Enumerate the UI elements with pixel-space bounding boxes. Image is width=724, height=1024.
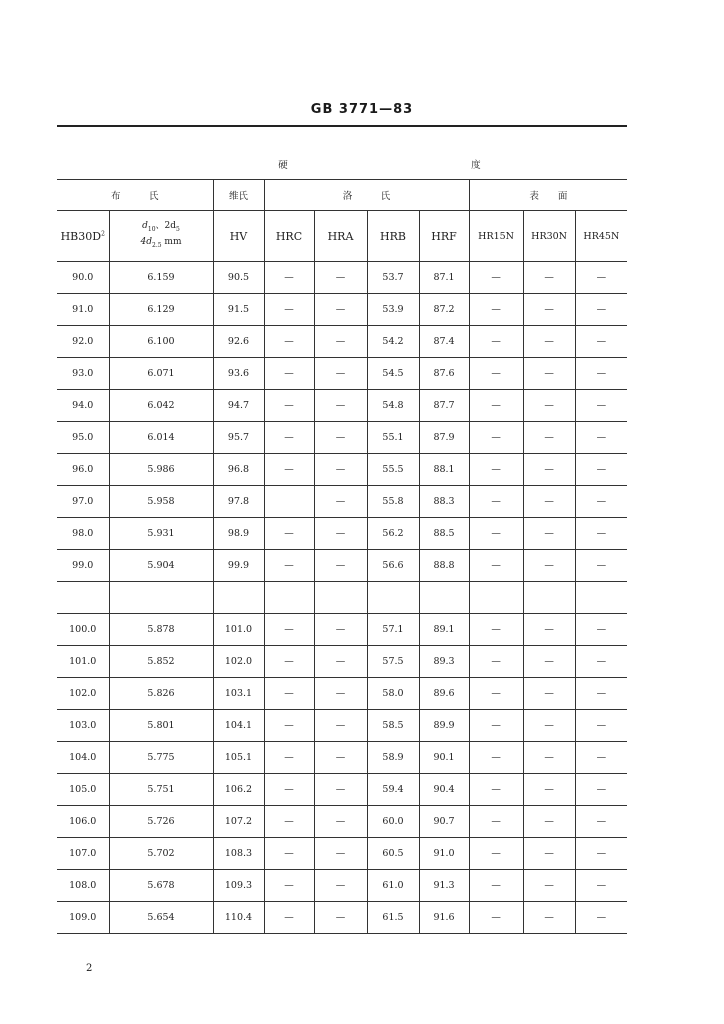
cell-hr45n: — xyxy=(575,390,627,422)
cell-hr45n: — xyxy=(575,262,627,294)
cell-hr15n: — xyxy=(469,902,523,934)
cell-hrc: — xyxy=(264,358,314,390)
d-sub-10: 10 xyxy=(147,226,156,233)
cell-hr30n: — xyxy=(523,294,575,326)
cell-hrb: 59.4 xyxy=(367,774,419,806)
cell-hrf: 89.6 xyxy=(419,678,469,710)
cell-hb: 91.0 xyxy=(57,294,109,326)
cell-hr15n: — xyxy=(469,550,523,582)
cell-hr30n: — xyxy=(523,870,575,902)
cell-hb: 94.0 xyxy=(57,390,109,422)
cell-d: 5.654 xyxy=(109,902,213,934)
cell-hrb: 58.9 xyxy=(367,742,419,774)
header-rule xyxy=(57,125,627,127)
cell-hrb: 54.2 xyxy=(367,326,419,358)
cell-d: 5.678 xyxy=(109,870,213,902)
cell-d: 5.958 xyxy=(109,486,213,518)
table-row xyxy=(57,902,627,934)
cell-hra: — xyxy=(314,486,367,518)
cell-d: 5.826 xyxy=(109,678,213,710)
spacer-cell xyxy=(314,582,367,614)
hardness-conversion-table xyxy=(57,149,627,934)
cell-d: 6.129 xyxy=(109,294,213,326)
cell-hrf: 87.2 xyxy=(419,294,469,326)
cell-hra: — xyxy=(314,646,367,678)
cell-hrc: — xyxy=(264,518,314,550)
cell-hr30n: — xyxy=(523,518,575,550)
cell-hv: 110.4 xyxy=(213,902,264,934)
cell-hra: — xyxy=(314,678,367,710)
cell-hr45n: — xyxy=(575,614,627,646)
cell-hr45n: — xyxy=(575,518,627,550)
table-row xyxy=(57,486,627,518)
spacer-cell xyxy=(575,582,627,614)
cell-hrc: — xyxy=(264,902,314,934)
cell-hv: 106.2 xyxy=(213,774,264,806)
cell-hb: 102.0 xyxy=(57,678,109,710)
col-hrb: HRB xyxy=(367,211,419,262)
cell-hr15n: — xyxy=(469,326,523,358)
cell-hrc: — xyxy=(264,774,314,806)
d-mid: 、2d xyxy=(155,221,177,232)
table-row xyxy=(57,550,627,582)
cell-hrc: — xyxy=(264,390,314,422)
cell-hb: 108.0 xyxy=(57,870,109,902)
table-row xyxy=(57,358,627,390)
cell-hrf: 87.9 xyxy=(419,422,469,454)
cell-hr30n: — xyxy=(523,742,575,774)
cell-hv: 109.3 xyxy=(213,870,264,902)
cell-hra: — xyxy=(314,454,367,486)
table-row xyxy=(57,454,627,486)
cell-hr30n: — xyxy=(523,486,575,518)
cell-hrc: — xyxy=(264,710,314,742)
cell-hrc: — xyxy=(264,326,314,358)
cell-hr15n: — xyxy=(469,294,523,326)
cell-hrf: 88.5 xyxy=(419,518,469,550)
cell-hrc: — xyxy=(264,294,314,326)
cell-hr15n: — xyxy=(469,646,523,678)
d-sub-5: 5 xyxy=(176,226,180,233)
cell-hb: 105.0 xyxy=(57,774,109,806)
cell-hra: — xyxy=(314,838,367,870)
cell-hrb: 53.9 xyxy=(367,294,419,326)
cell-hv: 97.8 xyxy=(213,486,264,518)
cell-hrb: 60.0 xyxy=(367,806,419,838)
cell-hrb: 55.8 xyxy=(367,486,419,518)
cell-d: 6.014 xyxy=(109,422,213,454)
cell-hr15n: — xyxy=(469,806,523,838)
cell-d: 5.986 xyxy=(109,454,213,486)
cell-hv: 94.7 xyxy=(213,390,264,422)
cell-hb: 92.0 xyxy=(57,326,109,358)
cell-hr45n: — xyxy=(575,422,627,454)
cell-hr15n: — xyxy=(469,614,523,646)
cell-hv: 93.6 xyxy=(213,358,264,390)
cell-hrf: 91.3 xyxy=(419,870,469,902)
cell-hr45n: — xyxy=(575,838,627,870)
cell-hrf: 88.3 xyxy=(419,486,469,518)
cell-hrf: 87.7 xyxy=(419,390,469,422)
d-sub-2-5: 2.5 xyxy=(152,241,162,249)
cell-d: 5.931 xyxy=(109,518,213,550)
page-number: 2 xyxy=(86,963,93,974)
cell-d: 5.775 xyxy=(109,742,213,774)
cell-d: 5.904 xyxy=(109,550,213,582)
spacer-cell xyxy=(469,582,523,614)
cell-hr15n: — xyxy=(469,678,523,710)
table-row xyxy=(57,294,627,326)
cell-hr30n: — xyxy=(523,454,575,486)
cell-hr45n: — xyxy=(575,550,627,582)
cell-hr45n: — xyxy=(575,358,627,390)
cell-hr45n: — xyxy=(575,326,627,358)
col-hr15n: HR15N xyxy=(469,211,523,262)
cell-hr45n: — xyxy=(575,774,627,806)
cell-d: 6.100 xyxy=(109,326,213,358)
cell-hrc: — xyxy=(264,806,314,838)
cell-hr15n: — xyxy=(469,838,523,870)
table-row xyxy=(57,326,627,358)
table-row xyxy=(57,710,627,742)
cell-hrc: — xyxy=(264,742,314,774)
cell-hv: 99.9 xyxy=(213,550,264,582)
cell-hr15n: — xyxy=(469,870,523,902)
cell-hrb: 61.0 xyxy=(367,870,419,902)
cell-hrb: 57.1 xyxy=(367,614,419,646)
cell-hra: — xyxy=(314,390,367,422)
col-indent-diameter xyxy=(109,211,213,262)
degree-label: 度 xyxy=(471,160,481,171)
cell-hv: 91.5 xyxy=(213,294,264,326)
cell-d: 5.878 xyxy=(109,614,213,646)
cell-hr30n: — xyxy=(523,806,575,838)
cell-hra: — xyxy=(314,902,367,934)
cell-hra: — xyxy=(314,710,367,742)
cell-hb: 101.0 xyxy=(57,646,109,678)
cell-hrf: 87.6 xyxy=(419,358,469,390)
cell-hra: — xyxy=(314,422,367,454)
col-hr30n: HR30N xyxy=(523,211,575,262)
cell-hrf: 91.6 xyxy=(419,902,469,934)
cell-hr45n: — xyxy=(575,870,627,902)
cell-hb: 96.0 xyxy=(57,454,109,486)
cell-hb: 103.0 xyxy=(57,710,109,742)
cell-hr15n: — xyxy=(469,454,523,486)
cell-hb: 97.0 xyxy=(57,486,109,518)
spacer-cell xyxy=(523,582,575,614)
cell-hr15n: — xyxy=(469,422,523,454)
cell-hr45n: — xyxy=(575,678,627,710)
cell-hrf: 89.3 xyxy=(419,646,469,678)
spacer-cell xyxy=(264,582,314,614)
cell-hv: 92.6 xyxy=(213,326,264,358)
cell-hrf: 88.1 xyxy=(419,454,469,486)
col-hr45n: HR45N xyxy=(575,211,627,262)
cell-hr30n: — xyxy=(523,678,575,710)
cell-hr30n: — xyxy=(523,358,575,390)
cell-hrf: 87.1 xyxy=(419,262,469,294)
cell-d: 6.071 xyxy=(109,358,213,390)
cell-d: 5.726 xyxy=(109,806,213,838)
cell-hr30n: — xyxy=(523,774,575,806)
cell-hrf: 89.9 xyxy=(419,710,469,742)
spacer-cell xyxy=(419,582,469,614)
table-row xyxy=(57,262,627,294)
cell-hrb: 58.0 xyxy=(367,678,419,710)
cell-hr15n: — xyxy=(469,710,523,742)
cell-hrb: 53.7 xyxy=(367,262,419,294)
cell-hr15n: — xyxy=(469,390,523,422)
col-hrf: HRF xyxy=(419,211,469,262)
cell-hb: 107.0 xyxy=(57,838,109,870)
d-symbol-2: 4d xyxy=(140,237,152,247)
d-symbol-1: d xyxy=(142,221,148,232)
cell-hb: 109.0 xyxy=(57,902,109,934)
col-hrc: HRC xyxy=(264,211,314,262)
table-row xyxy=(57,678,627,710)
cell-hrb: 56.2 xyxy=(367,518,419,550)
cell-hra: — xyxy=(314,358,367,390)
table-row xyxy=(57,422,627,454)
cell-hra: — xyxy=(314,870,367,902)
cell-hrb: 54.8 xyxy=(367,390,419,422)
col-hb-sup: 2 xyxy=(101,229,105,237)
cell-hb: 95.0 xyxy=(57,422,109,454)
surface-group-header: 表 面 xyxy=(469,180,627,211)
cell-hb: 100.0 xyxy=(57,614,109,646)
cell-hrb: 56.6 xyxy=(367,550,419,582)
hardness-label: 硬 xyxy=(278,160,288,171)
cell-hr30n: — xyxy=(523,550,575,582)
cell-hr30n: — xyxy=(523,838,575,870)
cell-hr45n: — xyxy=(575,486,627,518)
cell-hr30n: — xyxy=(523,710,575,742)
cell-hv: 105.1 xyxy=(213,742,264,774)
col-hb-label: HB30D xyxy=(60,229,102,243)
cell-hrf: 90.7 xyxy=(419,806,469,838)
col-hra: HRA xyxy=(314,211,367,262)
table-row xyxy=(57,870,627,902)
cell-hrf: 90.1 xyxy=(419,742,469,774)
cell-hv: 103.1 xyxy=(213,678,264,710)
cell-hrc: — xyxy=(264,454,314,486)
cell-hra: — xyxy=(314,262,367,294)
degree-label-cell xyxy=(469,149,627,180)
cell-hv: 101.0 xyxy=(213,614,264,646)
cell-hr45n: — xyxy=(575,454,627,486)
cell-hra: — xyxy=(314,806,367,838)
table-row xyxy=(57,774,627,806)
cell-hrc: — xyxy=(264,550,314,582)
indent-diameter-line2 xyxy=(110,236,213,252)
cell-hr30n: — xyxy=(523,326,575,358)
cell-hrb: 54.5 xyxy=(367,358,419,390)
cell-hrf: 90.4 xyxy=(419,774,469,806)
cell-hrf: 89.1 xyxy=(419,614,469,646)
cell-hr30n: — xyxy=(523,902,575,934)
cell-hrf: 88.8 xyxy=(419,550,469,582)
cell-hr30n: — xyxy=(523,262,575,294)
cell-hrf: 87.4 xyxy=(419,326,469,358)
cell-hra: — xyxy=(314,294,367,326)
cell-hb: 99.0 xyxy=(57,550,109,582)
cell-hv: 104.1 xyxy=(213,710,264,742)
cell-hb: 98.0 xyxy=(57,518,109,550)
document-header: GB 3771—83 xyxy=(310,102,414,117)
cell-hra: — xyxy=(314,550,367,582)
cell-hra: — xyxy=(314,518,367,550)
cell-d: 5.702 xyxy=(109,838,213,870)
cell-hb: 93.0 xyxy=(57,358,109,390)
rockwell-group-header: 洛 氏 xyxy=(264,180,469,211)
cell-hrc: — xyxy=(264,262,314,294)
cell-hb: 104.0 xyxy=(57,742,109,774)
cell-d: 6.042 xyxy=(109,390,213,422)
spacer-cell xyxy=(109,582,213,614)
cell-hrc: — xyxy=(264,678,314,710)
spacer-cell xyxy=(57,582,109,614)
cell-hb: 90.0 xyxy=(57,262,109,294)
cell-hr15n: — xyxy=(469,358,523,390)
table-row xyxy=(57,390,627,422)
cell-hrc xyxy=(264,486,314,518)
cell-hrb: 55.1 xyxy=(367,422,419,454)
vickers-group-header: 维氏 xyxy=(213,180,264,211)
cell-hr45n: — xyxy=(575,710,627,742)
cell-hv: 96.8 xyxy=(213,454,264,486)
cell-hr30n: — xyxy=(523,646,575,678)
col-hv: HV xyxy=(213,211,264,262)
cell-hra: — xyxy=(314,326,367,358)
cell-hrb: 61.5 xyxy=(367,902,419,934)
cell-hrc: — xyxy=(264,422,314,454)
col-hb30d2 xyxy=(57,211,109,262)
cell-hr45n: — xyxy=(575,646,627,678)
cell-hr30n: — xyxy=(523,422,575,454)
cell-hr15n: — xyxy=(469,518,523,550)
cell-d: 6.159 xyxy=(109,262,213,294)
cell-d: 5.751 xyxy=(109,774,213,806)
cell-hr30n: — xyxy=(523,390,575,422)
cell-hv: 108.3 xyxy=(213,838,264,870)
cell-hr30n: — xyxy=(523,614,575,646)
hardness-label-cell xyxy=(57,149,469,180)
cell-hra: — xyxy=(314,614,367,646)
table-row xyxy=(57,742,627,774)
cell-hrc: — xyxy=(264,838,314,870)
cell-hr15n: — xyxy=(469,486,523,518)
cell-hrf: 91.0 xyxy=(419,838,469,870)
indent-diameter-line1 xyxy=(110,220,213,236)
cell-hrb: 57.5 xyxy=(367,646,419,678)
cell-hrb: 60.5 xyxy=(367,838,419,870)
table-row xyxy=(57,646,627,678)
cell-hrb: 55.5 xyxy=(367,454,419,486)
cell-hrc: — xyxy=(264,870,314,902)
cell-hv: 90.5 xyxy=(213,262,264,294)
table-row xyxy=(57,614,627,646)
cell-hr45n: — xyxy=(575,742,627,774)
spacer-cell xyxy=(367,582,419,614)
cell-hv: 98.9 xyxy=(213,518,264,550)
cell-hr45n: — xyxy=(575,902,627,934)
cell-hb: 106.0 xyxy=(57,806,109,838)
table-row xyxy=(57,838,627,870)
spacer-row xyxy=(57,582,627,614)
table-row xyxy=(57,806,627,838)
d-unit: mm xyxy=(161,237,182,247)
cell-hr15n: — xyxy=(469,262,523,294)
cell-hv: 107.2 xyxy=(213,806,264,838)
cell-hv: 102.0 xyxy=(213,646,264,678)
cell-hrc: — xyxy=(264,646,314,678)
cell-hra: — xyxy=(314,742,367,774)
spacer-cell xyxy=(213,582,264,614)
cell-hr15n: — xyxy=(469,774,523,806)
cell-hrc: — xyxy=(264,614,314,646)
cell-hr45n: — xyxy=(575,294,627,326)
cell-hv: 95.7 xyxy=(213,422,264,454)
brinell-group-header: 布 氏 xyxy=(57,180,213,211)
cell-hr45n: — xyxy=(575,806,627,838)
cell-d: 5.852 xyxy=(109,646,213,678)
cell-hra: — xyxy=(314,774,367,806)
table-row xyxy=(57,518,627,550)
cell-d: 5.801 xyxy=(109,710,213,742)
cell-hrb: 58.5 xyxy=(367,710,419,742)
cell-hr15n: — xyxy=(469,742,523,774)
